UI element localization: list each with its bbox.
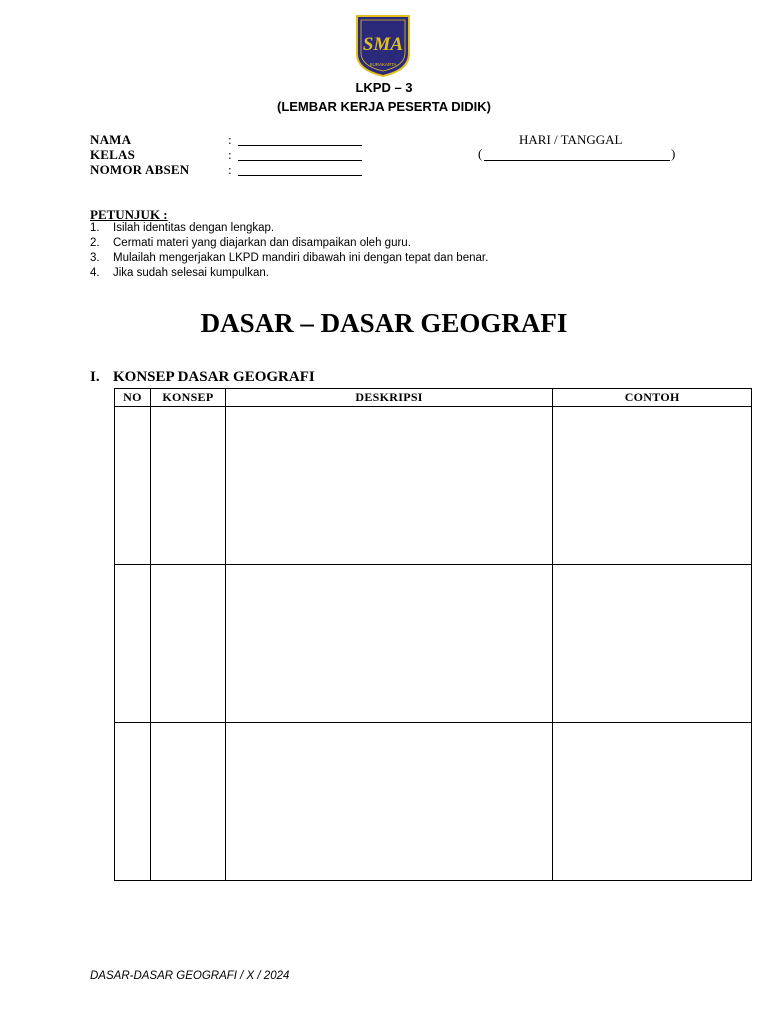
logo-text: SMA (362, 34, 404, 55)
class-label: KELAS (90, 147, 136, 162)
name-blank-line[interactable] (238, 145, 362, 146)
column-header-no: NO (115, 389, 151, 407)
date-paren-open: ( (478, 146, 483, 161)
logo-caption: SURAKARTA (369, 62, 397, 67)
column-header-deskripsi: DESKRIPSI (225, 389, 552, 407)
instruction-text: Jika sudah selesai kumpulkan. (113, 267, 269, 279)
class-colon: : (228, 147, 232, 162)
instruction-text: Cermati materi yang diajarkan dan disampaikan oleh guru. (113, 237, 411, 249)
instruction-number: 4. (90, 267, 100, 279)
instructions-title: PETUNJUK : (90, 207, 168, 222)
page-title: DASAR – DASAR GEOGRAFI (200, 308, 568, 338)
name-label: NAMA (90, 132, 132, 147)
column-header-contoh: CONTOH (553, 389, 752, 407)
section-number: I. (90, 369, 100, 385)
table-row (115, 565, 752, 723)
cell-konsep[interactable] (150, 407, 225, 565)
table-header-row (115, 389, 752, 407)
cell-deskripsi[interactable] (225, 565, 552, 723)
instruction-number: 3. (90, 252, 100, 264)
column-header-konsep: KONSEP (150, 389, 225, 407)
cell-contoh[interactable] (553, 407, 752, 565)
section-heading (90, 369, 315, 386)
page-footer: DASAR-DASAR GEOGRAFI / X / 2024 (90, 970, 290, 982)
instruction-number: 1. (90, 222, 100, 234)
class-blank-line[interactable] (238, 160, 362, 161)
instructions-list (90, 221, 488, 281)
document-subtitle: (LEMBAR KERJA PESERTA DIDIK) (276, 99, 492, 114)
instruction-item (90, 236, 488, 251)
cell-deskripsi[interactable] (225, 723, 552, 881)
concept-table (114, 388, 752, 881)
cell-no[interactable] (115, 565, 151, 723)
date-paren-close: ) (671, 146, 676, 161)
cell-no[interactable] (115, 723, 151, 881)
cell-no[interactable] (115, 407, 151, 565)
absence-number-colon: : (228, 162, 232, 177)
absence-number-blank-line[interactable] (238, 175, 362, 176)
cell-konsep[interactable] (150, 723, 225, 881)
instruction-text: Mulailah mengerjakan LKPD mandiri dibawah ini dengan tepat dan benar. (113, 252, 489, 264)
date-label: HARI / TANGGAL (519, 132, 623, 147)
instruction-item (90, 251, 488, 266)
absence-number-label: NOMOR ABSEN (90, 162, 190, 177)
instruction-text: Isilah identitas dengan lengkap. (113, 222, 275, 234)
cell-contoh[interactable] (553, 565, 752, 723)
cell-konsep[interactable] (150, 565, 225, 723)
instruction-number: 2. (90, 237, 100, 249)
cell-contoh[interactable] (553, 723, 752, 881)
document-code: LKPD – 3 (355, 80, 413, 95)
instruction-item (90, 266, 488, 281)
table-row (115, 407, 752, 565)
name-colon: : (228, 132, 232, 147)
table-row (115, 723, 752, 881)
cell-deskripsi[interactable] (225, 407, 552, 565)
school-logo (354, 14, 412, 78)
section-label: KONSEP DASAR GEOGRAFI (113, 369, 315, 385)
date-blank-line[interactable] (484, 160, 670, 161)
instruction-item (90, 221, 488, 236)
